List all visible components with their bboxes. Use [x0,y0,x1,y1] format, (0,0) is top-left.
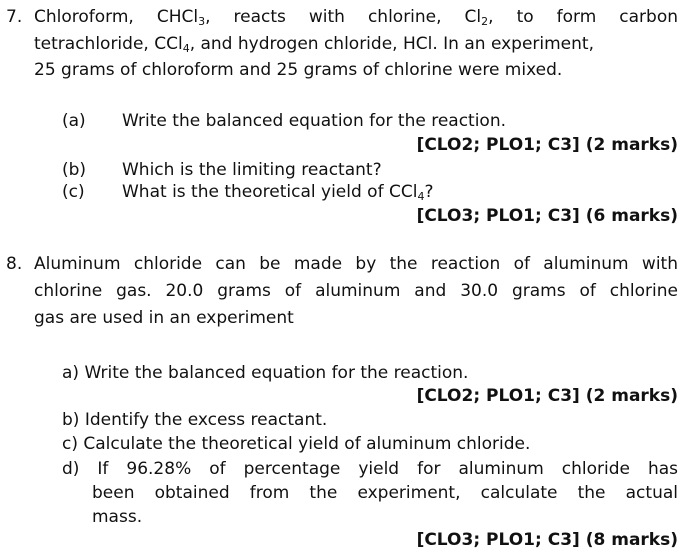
q7-part-c-text: What is the theoretical yield of CCl$_4$? [122,182,434,203]
q7-part-b-text: Which is the limiting reactant? [122,160,382,180]
q7-line2: tetrachloride, CCl$_4$, and hydrogen chloride, HCl. In an experiment, [34,34,594,55]
q8-line1: Aluminum chloride can be made by the reaction of aluminum with [34,254,678,274]
q8-part-a-text: a) Write the balanced equation for the reaction. [62,363,469,383]
q8-line2: chlorine gas. 20.0 grams of aluminum and 30.0 grams of chlorine [34,281,678,301]
q7-part-a-label: (a) [62,111,86,131]
q7-part-b-label: (b) [62,160,87,180]
q8-line3: gas are used in an experiment [34,308,294,328]
q7-part-a-marks: [CLO2; PLO1; C3] (2 marks) [416,135,678,155]
q8-part-c-text: c) Calculate the theoretical yield of aluminum chloride. [62,434,531,454]
q7-part-a-text: Write the balanced equation for the reaction. [122,111,507,131]
q7-part-c-label: (c) [62,182,85,202]
q8-part-d-line2: been obtained from the experiment, calculate the actual [92,483,678,503]
q8-part-b-text: b) Identify the excess reactant. [62,410,328,430]
q7-number: 7. [6,7,23,27]
q8-part-d-line1: d) If 96.28% of percentage yield for aluminum chloride has [62,459,678,479]
q8-part-a-marks: [CLO2; PLO1; C3] (2 marks) [416,386,678,406]
q7-line1: Chloroform, CHCl$_3$, reacts with chlorine, $Cl_2$, to form carbon [34,7,679,28]
q8-number: 8. [6,254,23,274]
q8-part-bcd-marks: [CLO3; PLO1; C3] (8 marks) [416,530,678,550]
q8-part-d-line3: mass. [92,507,143,527]
q7-part-bc-marks: [CLO3; PLO1; C3] (6 marks) [416,206,678,226]
q7-line3: 25 grams of chloroform and 25 grams of chlorine were mixed. [34,60,563,80]
